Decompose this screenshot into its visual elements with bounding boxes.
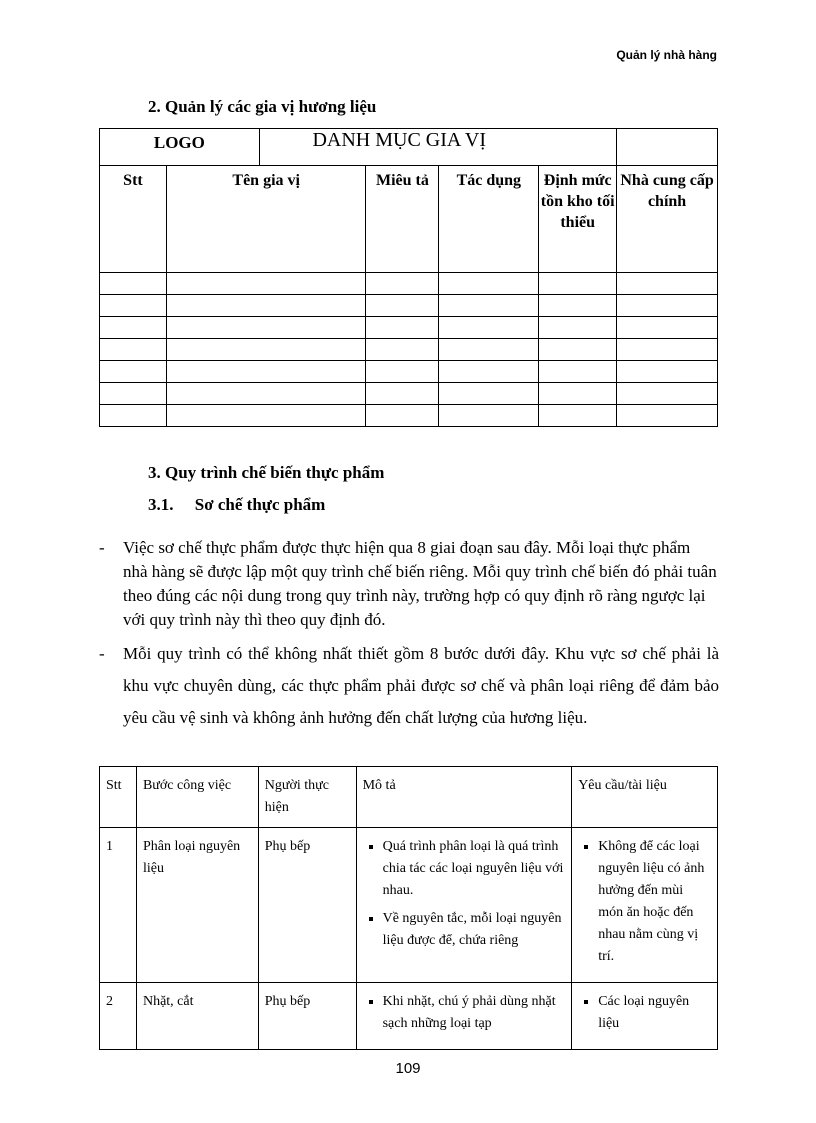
row-stt: 1 [100, 828, 137, 983]
row-step: Phân loại nguyên liệu [136, 828, 258, 983]
section-3-1-heading: 3.1. Sơ chế thực phẩm [148, 495, 326, 514]
description-bullet: ▪ Quá trình phân loại là quá trình chia tác các loại nguyên liệu với nhau. [383, 836, 566, 902]
row-requirements [572, 983, 718, 1050]
paragraph-2: - Mỗi quy trình có thể không nhất thiết gồm 8 bước dưới đây. Khu vực sơ chế phải là khu vực chuyên dùng, các thực phẩm phải được sơ chế và phân loại riêng để đảm bảo yêu cầu vệ sinh và không ảnh hưởng đến chất lượng của hương liệu. [99, 638, 719, 734]
page-number: 109 [395, 1060, 421, 1077]
logo-cell: LOGO [100, 129, 260, 166]
header-stt: Stt [100, 767, 137, 828]
empty-row [100, 405, 718, 427]
header-person: Người thực hiện [258, 767, 356, 828]
empty-row [100, 273, 718, 295]
col-spice-name: Tên gia vị [166, 166, 366, 273]
section-3-heading: 3. Quy trình chế biến thực phẩm [148, 463, 385, 482]
empty-row [100, 295, 718, 317]
section-2-heading: 2. Quản lý các gia vị hương liệu [148, 97, 377, 116]
table-row [100, 828, 718, 983]
description-bullet: ▪ Về nguyên tắc, mỗi loại nguyên liệu được để, chứa riêng [383, 908, 566, 952]
requirement-bullet: ▪ Không để các loại nguyên liệu có ảnh hưởng đến mùi món ăn hoặc đến nhau nằm cùng vị trí. [598, 836, 711, 968]
paragraph-1: - Việc sơ chế thực phẩm được thực hiện qua 8 giai đoạn sau đây. Mỗi loại thực phẩm nhà hàng sẽ được lập một quy trình chế biến riêng. Mỗi quy trình chế biến đó phải tuân theo đúng các nội dung trong quy trình này, trường hợp có quy định rõ ràng ngược lại với quy trình này thì theo quy định đó. [99, 538, 717, 629]
process-table [99, 766, 718, 1050]
col-supplier: Nhà cung cấp chính [617, 166, 718, 273]
empty-row [100, 361, 718, 383]
row-step: Nhặt, cắt [136, 983, 258, 1050]
row-requirements [572, 828, 718, 983]
empty-row [100, 383, 718, 405]
dash-bullet: - [99, 644, 105, 663]
running-header: Quản lý nhà hàng [616, 48, 717, 62]
empty-row [100, 339, 718, 361]
row-description [356, 983, 572, 1050]
col-stt: Stt [100, 166, 167, 273]
empty-row [100, 317, 718, 339]
table-row [100, 983, 718, 1050]
spice-catalog-table [99, 128, 718, 427]
header-step: Bước công việc [136, 767, 258, 828]
description-bullet: ▪ Khi nhặt, chú ý phải dùng nhặt sạch những loại tạp [383, 991, 566, 1035]
dash-bullet: - [99, 538, 105, 557]
row-stt: 2 [100, 983, 137, 1050]
header-description: Mô tả [356, 767, 572, 828]
catalog-title: DANH MỤC GIA VỊ [259, 129, 539, 166]
header-requirements: Yêu cầu/tài liệu [572, 767, 718, 828]
col-description: Miêu tả [366, 166, 439, 273]
col-usage: Tác dụng [439, 166, 539, 273]
row-person: Phụ bếp [258, 828, 356, 983]
row-person: Phụ bếp [258, 983, 356, 1050]
process-header-row [100, 767, 718, 828]
requirement-bullet: ▪ Các loại nguyên liệu [598, 991, 711, 1035]
col-min-stock: Định mức tồn kho tối thiểu [539, 166, 617, 273]
row-description [356, 828, 572, 983]
